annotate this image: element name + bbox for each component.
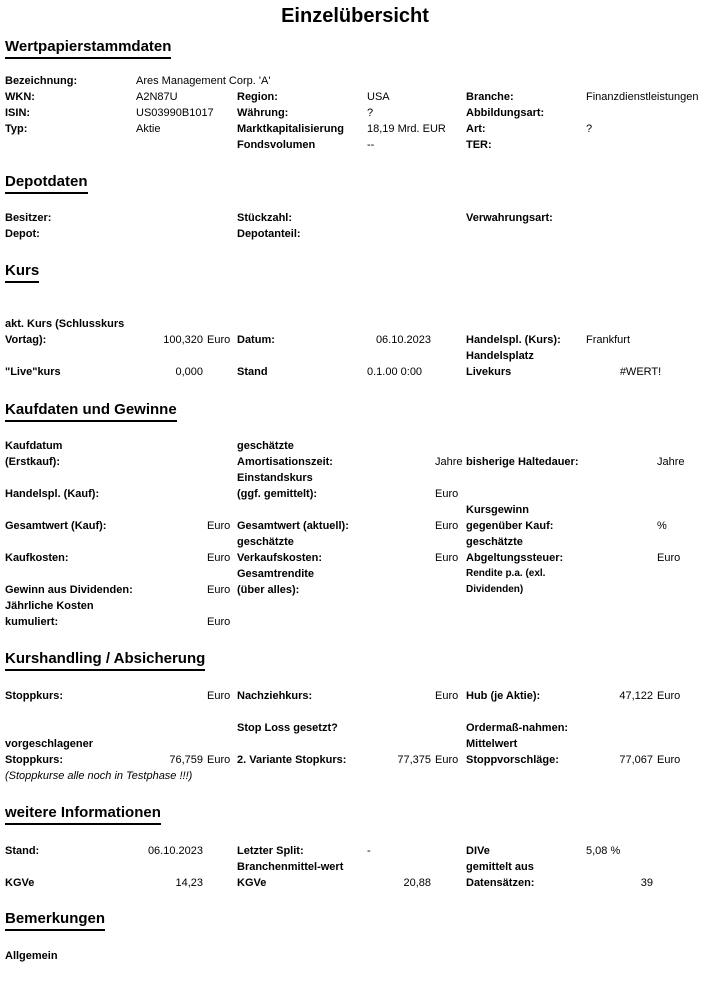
label-branche: Branche:: [466, 91, 514, 103]
value-variante-stopkurs: [367, 752, 466, 768]
spacer: [367, 502, 466, 518]
label-kgve-branche: KGVe: [237, 877, 267, 889]
label-stand-info: Stand:: [5, 845, 40, 857]
spacer: [367, 566, 466, 582]
spacer: [136, 486, 237, 502]
value-datensaetze: [586, 875, 695, 891]
label-region: Region:: [237, 91, 278, 103]
spacer: [136, 736, 237, 752]
value-gewinn-dividenden: [136, 582, 237, 598]
value-akt-kurs: [136, 332, 237, 348]
label-verwahrungsart: Verwahrungsart:: [466, 212, 553, 224]
label-gesamtrendite: Gesamtrendite: [237, 568, 315, 580]
row-kaufdatum-1: [5, 438, 705, 454]
value-kgve: [136, 875, 237, 891]
spacer: [367, 534, 466, 550]
spacer: [237, 502, 367, 518]
label-kursgewinn-line2: gegenüber Kauf:: [466, 520, 554, 532]
label-fondsvolumen: Fondsvolumen: [237, 139, 316, 151]
label-stand: Stand: [237, 366, 268, 378]
spacer: [367, 720, 466, 736]
label-stueckzahl: Stückzahl:: [237, 212, 293, 224]
label-ter: TER:: [466, 139, 492, 151]
label-einstandskurs-line1: Einstandskurs: [237, 472, 313, 484]
spacer: [136, 534, 237, 550]
value-waehrung: ?: [367, 107, 374, 119]
unit-gesamtwert-aktuell: Euro: [435, 520, 459, 532]
section-heading-kurs: [5, 261, 705, 283]
value-stoppkurs-2: [136, 752, 237, 768]
spacer: [5, 137, 136, 153]
label-ueber-alles: (über alles):: [237, 584, 300, 596]
spacer: [5, 470, 136, 486]
label-livekurs-2: Livekurs: [466, 366, 512, 378]
spacer: [136, 137, 237, 153]
value-verkaufskosten: [367, 550, 466, 566]
unit-abgeltungssteuer: Euro: [657, 552, 681, 564]
value-gesamtwert-aktuell: [367, 518, 466, 534]
spacer: [5, 859, 136, 875]
label-bezeichnung: Bezeichnung:: [5, 75, 78, 87]
label-kumuliert: kumuliert:: [5, 616, 59, 628]
label-dive: DIVe: [466, 845, 490, 857]
section-heading-text: Kaufdaten und Gewinne: [5, 400, 177, 422]
spacer: [136, 582, 203, 598]
spacer: [136, 688, 203, 704]
label-rendite-pa-line1: Rendite p.a. (exl.: [466, 568, 546, 579]
value-livekurs-number: 0,000: [175, 366, 203, 378]
label-abgeltungssteuer: Abgeltungssteuer:: [466, 552, 564, 564]
label-akt-kurs-line2: Vortag):: [5, 334, 47, 346]
spacer: [136, 566, 237, 582]
spacer: [5, 348, 136, 364]
value-variante-number: 77,375: [397, 754, 431, 766]
section-heading-text: weitere Informationen: [5, 803, 161, 825]
label-depot: Depot:: [5, 228, 40, 240]
row-einstandskurs-1: [5, 470, 705, 486]
report-sheet: [0, 4, 705, 964]
row-isin-waehrung-abbildungsart: [5, 105, 705, 121]
value-letzter-split: -: [367, 845, 371, 857]
label-marktkapitalisierung: Marktkapitalisierung: [237, 123, 344, 135]
label-stop-loss: Stop Loss gesetzt?: [237, 722, 338, 734]
row-dividenden: [5, 582, 705, 598]
spacer: [136, 550, 203, 566]
value-haltedauer: [586, 454, 695, 470]
unit-hub: Euro: [657, 690, 681, 702]
spacer: [367, 518, 431, 534]
value-kgve-branche-number: 20,88: [403, 877, 431, 889]
label-jaehrliche-kosten: Jährliche Kosten: [5, 600, 94, 612]
row-bezeichnung: [5, 73, 705, 89]
row-gesamtrendite-1: [5, 566, 705, 582]
value-branche: Finanzdienstleistungen: [586, 91, 699, 103]
value-bezeichnung: Ares Management Corp. 'A': [136, 75, 271, 87]
value-stoppvorschlaege-number: 77,067: [619, 754, 653, 766]
label-handelsplatz: Handelsplatz: [466, 350, 534, 362]
label-livekurs: "Live"kurs: [5, 366, 61, 378]
spacer: [136, 470, 237, 486]
label-ordermassnahmen: Ordermaß-nahmen:: [466, 722, 569, 734]
row-stand-split-dive: [5, 843, 705, 859]
label-gemittelt-aus: gemittelt aus: [466, 861, 534, 873]
row-geschaetzte: [5, 534, 705, 550]
spacer: [5, 502, 136, 518]
row-livekurs: [5, 364, 705, 380]
unit-gewinn-dividenden: Euro: [207, 584, 231, 596]
spacer: [586, 550, 653, 566]
value-stoppvorschlaege: [586, 752, 695, 768]
spacer: [136, 859, 237, 875]
spacer: [5, 720, 136, 736]
spacer: [5, 566, 136, 582]
section-heading-text: Depotdaten: [5, 172, 88, 194]
label-kgve: KGVe: [5, 877, 35, 889]
label-nachziehkurs: Nachziehkurs:: [237, 690, 313, 702]
unit-kursgewinn: %: [657, 520, 667, 532]
label-datensaetze: Datensätzen:: [466, 877, 535, 889]
section-heading-depotdaten: [5, 172, 705, 194]
section-heading-text: Wertpapierstammdaten: [5, 37, 171, 59]
section-heading-weitere-informationen: [5, 803, 705, 825]
value-livekurs: [136, 364, 237, 380]
label-allgemein: Allgemein: [5, 950, 58, 962]
spacer: [367, 582, 466, 598]
label-handelsplatz-kurs: Handelspl. (Kurs):: [466, 334, 561, 346]
section-heading-text: Bemerkungen: [5, 909, 105, 931]
value-hub: [586, 688, 695, 704]
label-kaufdatum-line1: Kaufdatum: [5, 440, 63, 452]
label-akt-kurs-line1: akt. Kurs (Schlusskurs: [5, 318, 125, 330]
row-vorgeschlagener-mittelwert: [5, 736, 705, 752]
value-amortisationszeit: [367, 454, 466, 470]
unit-haltedauer: Jahre: [657, 456, 685, 468]
label-letzter-split: Letzter Split:: [237, 845, 304, 857]
section-heading-text: Kurs: [5, 261, 39, 283]
spacer: [367, 454, 431, 470]
value-wkn: A2N87U: [136, 91, 178, 103]
value-dive: 5,08 %: [586, 845, 621, 857]
section-heading-wertpapierstammdaten: [5, 37, 705, 59]
unit-stoppkurs-2: Euro: [207, 754, 231, 766]
label-geschaetzte-verkaufskosten: geschätzte: [237, 536, 294, 548]
row-stoppkurs-varianten: [5, 752, 705, 768]
label-wkn: WKN:: [5, 91, 35, 103]
value-kaufkosten: [136, 550, 237, 566]
spacer: [367, 486, 431, 502]
spacer: [136, 454, 237, 470]
row-akt-kurs-1: [5, 316, 705, 332]
label-typ: Typ:: [5, 123, 28, 135]
spacer: [367, 688, 431, 704]
spacer: [136, 438, 237, 454]
label-datum: Datum:: [237, 334, 275, 346]
row-wkn-region-branche: [5, 89, 705, 105]
label-kaufdatum-line2: (Erstkauf):: [5, 456, 61, 468]
unit-akt-kurs: Euro: [207, 334, 231, 346]
label-stoppkurs: Stoppkurs:: [5, 690, 64, 702]
row-handelsplatz: [5, 348, 705, 364]
value-stand-number: 0.1.00 0:00: [367, 366, 423, 378]
row-stoploss-ordermass: [5, 720, 705, 736]
value-abgeltungssteuer: [586, 550, 695, 566]
unit-nachziehkurs: Euro: [435, 690, 459, 702]
value-hub-number: 47,122: [619, 690, 653, 702]
value-isin: US03990B1017: [136, 107, 214, 119]
row-kaufdatum-2: [5, 454, 705, 470]
value-handelsplatz-kurs: Frankfurt: [586, 334, 631, 346]
value-stand-info: [136, 843, 237, 859]
value-datum-number: 06.10.2023: [375, 334, 431, 346]
value-kgve-number: 14,23: [175, 877, 203, 889]
value-akt-kurs-number: 100,320: [163, 334, 203, 346]
row-branchenmittelwert: [5, 859, 705, 875]
unit-gesamtwert-kauf: Euro: [207, 520, 231, 532]
value-marktkapitalisierung: 18,19 Mrd. EUR: [367, 123, 446, 135]
spacer: [136, 226, 237, 242]
spacer: [367, 348, 466, 364]
label-amortisationszeit-line2: Amortisationszeit:: [237, 456, 333, 468]
spacer: [367, 550, 431, 566]
label-gesamtwert-kauf: Gesamtwert (Kauf):: [5, 520, 107, 532]
spacer: [367, 736, 466, 752]
section-heading-bemerkungen: [5, 909, 705, 931]
label-rendite-pa-line2: Dividenden): [466, 584, 524, 595]
spacer: [367, 210, 466, 226]
section-heading-kaufdaten: [5, 400, 705, 422]
label-kaufkosten: Kaufkosten:: [5, 552, 69, 564]
value-stand: [367, 364, 466, 380]
row-gesamtwert: [5, 518, 705, 534]
value-datensaetze-number: 39: [640, 877, 653, 889]
spacer: [586, 454, 653, 470]
unit-einstandskurs: Euro: [435, 488, 459, 500]
row-testphase-note: [5, 768, 705, 784]
row-kosten: [5, 550, 705, 566]
value-art: ?: [586, 123, 593, 135]
label-depotanteil: Depotanteil:: [237, 228, 301, 240]
row-kursgewinn-1: [5, 502, 705, 518]
label-hub: Hub (je Aktie):: [466, 690, 541, 702]
value-stand-info-number: 06.10.2023: [147, 845, 203, 857]
label-stoppkurs-2: Stoppkurs:: [5, 754, 64, 766]
unit-verkaufskosten: Euro: [435, 552, 459, 564]
row-akt-kurs-2: [5, 332, 705, 348]
label-einstandskurs-line2: (ggf. gemittelt):: [237, 488, 318, 500]
label-verkaufskosten: Verkaufskosten:: [237, 552, 322, 564]
label-amortisationszeit-line1: geschätzte: [237, 440, 294, 452]
error-wert: #WERT!: [619, 366, 662, 378]
label-haltedauer: bisherige Haltedauer:: [466, 456, 579, 468]
report-title: Einzelübersicht: [281, 5, 429, 27]
section-heading-kurshandling: [5, 649, 705, 671]
value-datum: [367, 332, 466, 348]
spacer: [136, 210, 237, 226]
value-region: USA: [367, 91, 390, 103]
label-art: Art:: [466, 123, 486, 135]
spacer: [136, 348, 237, 364]
label-mittelwert: Mittelwert: [466, 738, 518, 750]
label-handelsplatz-kauf: Handelspl. (Kauf):: [5, 488, 100, 500]
row-stoppkurs: [5, 688, 705, 704]
value-stoppkurs: [136, 688, 237, 704]
row-jaehrliche-kosten: [5, 598, 705, 614]
value-einstandskurs: [367, 486, 466, 502]
unit-variante: Euro: [435, 754, 459, 766]
row-depot-depotanteil: [5, 226, 705, 242]
value-kgve-branche: [367, 875, 466, 891]
value-stoppkurs-2-number: 76,759: [169, 754, 203, 766]
spacer: [586, 518, 653, 534]
spacer: [136, 614, 203, 630]
value-typ: Aktie: [136, 123, 161, 135]
testphase-note: (Stoppkurse alle noch in Testphase !!!): [5, 770, 193, 782]
row-kgve: [5, 875, 705, 891]
unit-stoppkurs: Euro: [207, 690, 231, 702]
value-nachziehkurs: [367, 688, 466, 704]
label-gewinn-dividenden: Gewinn aus Dividenden:: [5, 584, 133, 596]
value-fondsvolumen: --: [367, 139, 375, 151]
spacer: [367, 859, 466, 875]
value-livekurs-error: [586, 364, 695, 380]
row-kumuliert: [5, 614, 705, 630]
label-branchenmittelwert: Branchenmittel-wert: [237, 861, 344, 873]
row-allgemein: [5, 948, 705, 964]
label-isin: ISIN:: [5, 107, 31, 119]
label-abbildungsart: Abbildungsart:: [466, 107, 545, 119]
row-typ-marktkap-art: [5, 121, 705, 137]
label-waehrung: Währung:: [237, 107, 289, 119]
value-gesamtwert-kauf: [136, 518, 237, 534]
row-besitzer-stueckzahl: [5, 210, 705, 226]
spacer: [136, 502, 237, 518]
value-kumuliert: [136, 614, 237, 630]
spacer: [5, 534, 136, 550]
section-heading-text: Kurshandling / Absicherung: [5, 649, 205, 671]
unit-kumuliert: Euro: [207, 616, 231, 628]
unit-kaufkosten: Euro: [207, 552, 231, 564]
value-kursgewinn: [586, 518, 695, 534]
label-besitzer: Besitzer:: [5, 212, 52, 224]
label-variante-stopkurs: 2. Variante Stopkurs:: [237, 754, 347, 766]
spacer: [136, 518, 203, 534]
row-einstandskurs-2: [5, 486, 705, 502]
label-gesamtwert-aktuell: Gesamtwert (aktuell):: [237, 520, 349, 532]
label-vorgeschlagener: vorgeschlagener: [5, 738, 94, 750]
label-geschaetzte-abgeltung: geschätzte: [466, 536, 523, 548]
label-kursgewinn-line1: Kursgewinn: [466, 504, 529, 516]
unit-stoppvorschlaege: Euro: [657, 754, 681, 766]
label-stoppvorschlaege: Stoppvorschläge:: [466, 754, 559, 766]
row-fondsvolumen-ter: [5, 137, 705, 153]
spacer: [237, 736, 367, 752]
unit-amortisationszeit: Jahre: [435, 456, 463, 468]
spacer: [136, 720, 237, 736]
spacer: [237, 348, 367, 364]
